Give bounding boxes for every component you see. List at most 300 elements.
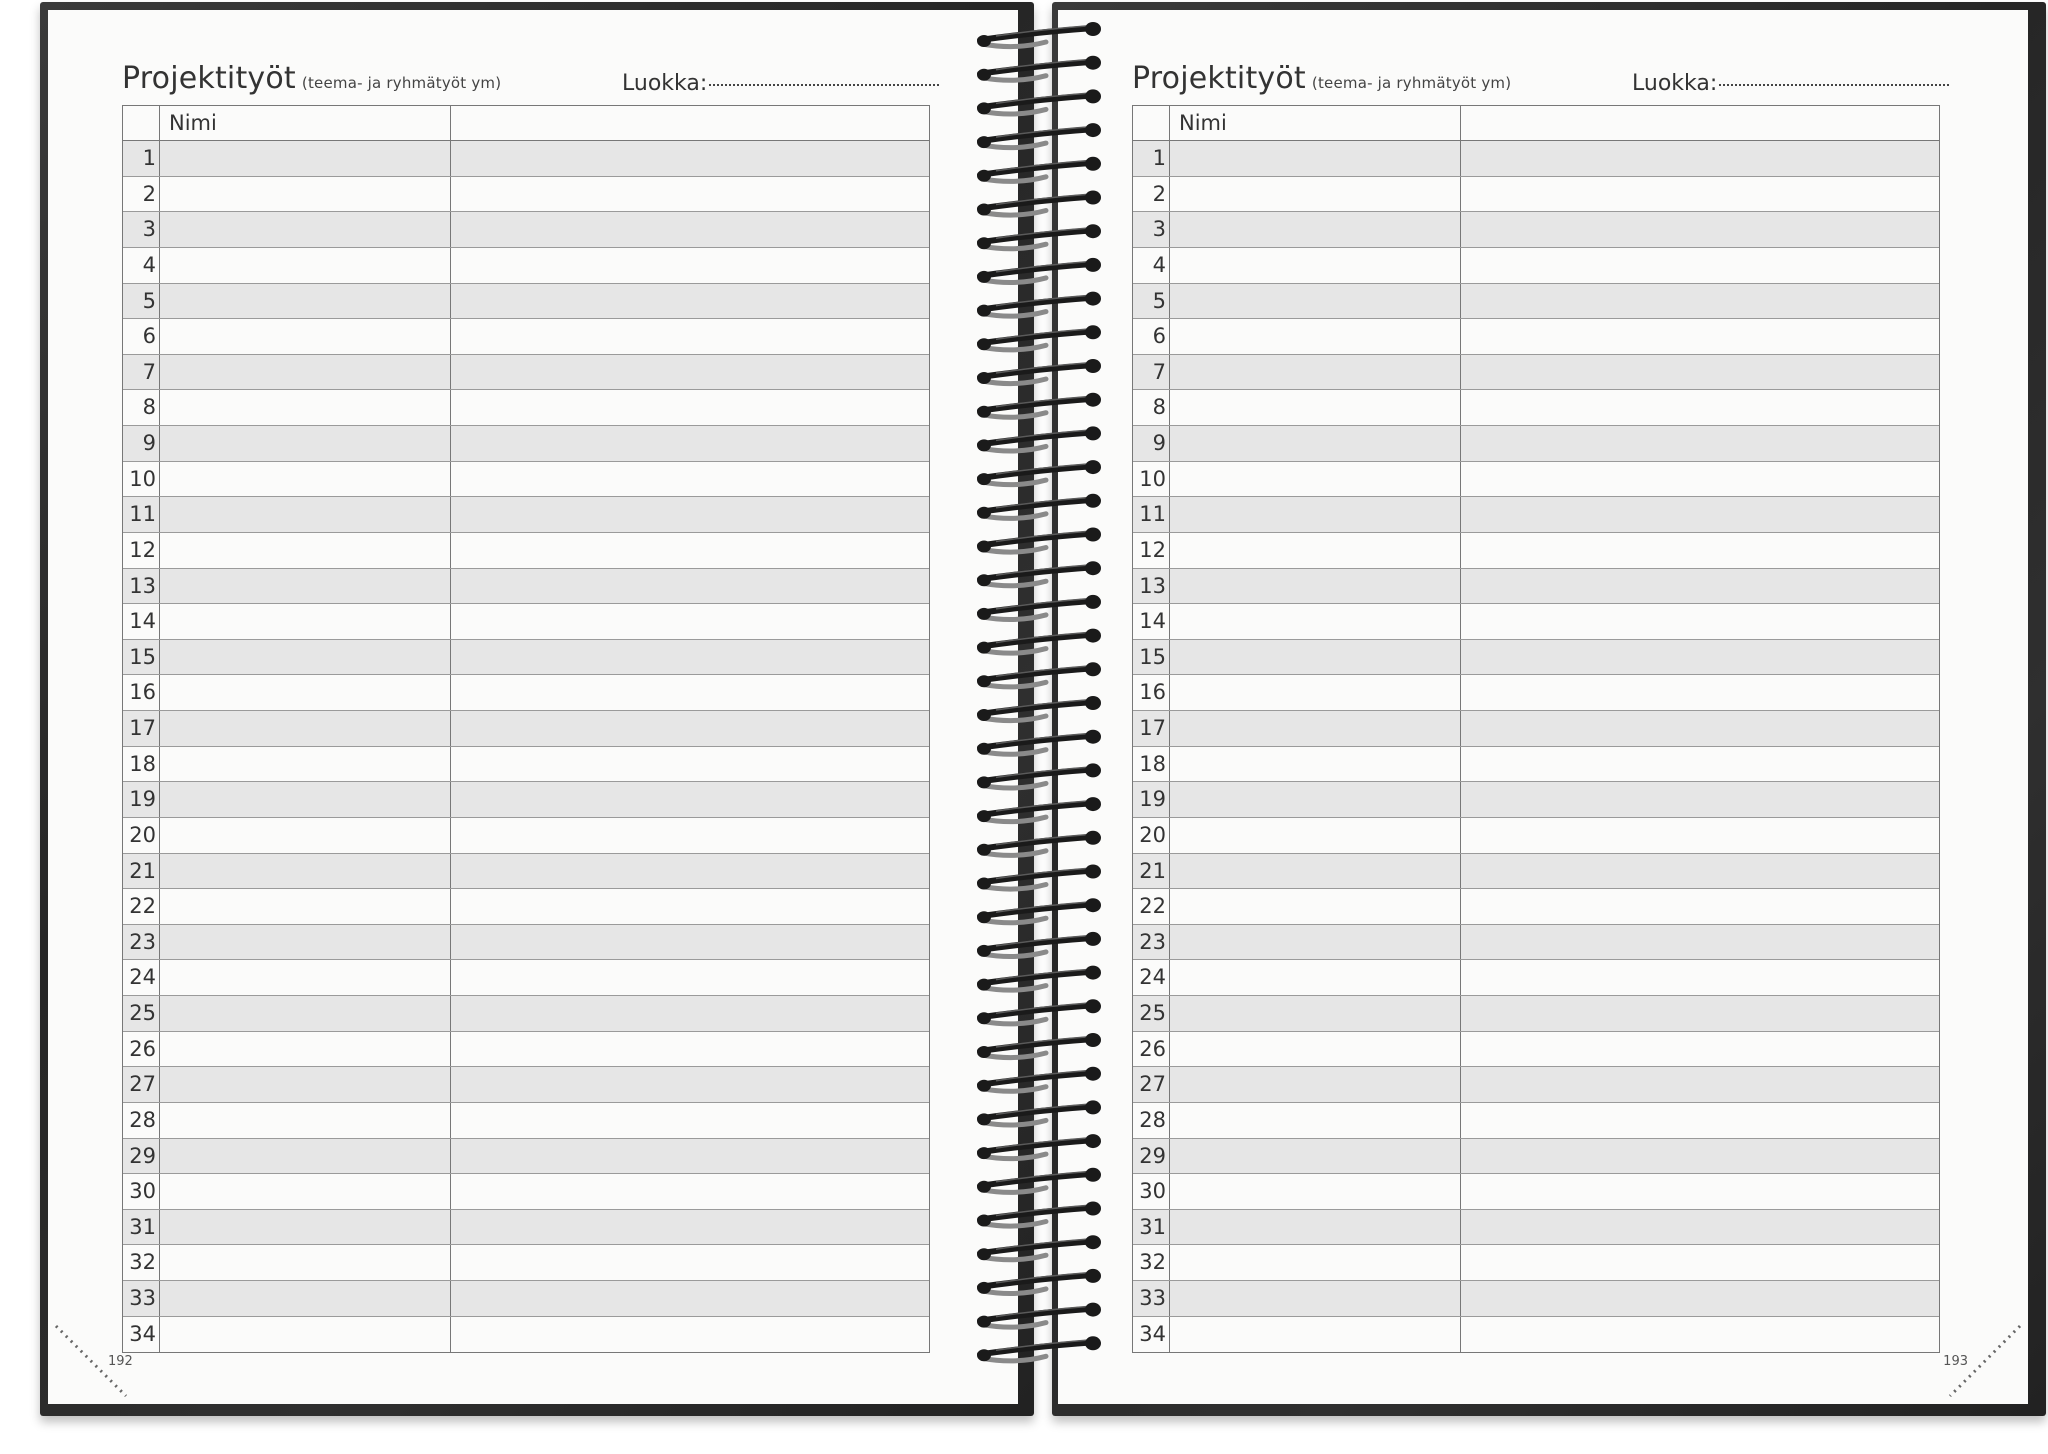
table-row <box>123 319 929 355</box>
extra-cell[interactable] <box>451 1281 929 1316</box>
extra-cell[interactable] <box>451 497 929 532</box>
number-column-header <box>123 106 160 140</box>
name-cell[interactable] <box>1170 212 1461 247</box>
row-number: 25 <box>123 996 160 1031</box>
name-cell[interactable] <box>1170 426 1461 461</box>
row-number: 12 <box>1133 533 1170 568</box>
row-number: 23 <box>1133 925 1170 960</box>
name-cell[interactable] <box>160 1174 451 1209</box>
table-row <box>1133 818 1939 854</box>
extra-cell[interactable] <box>1461 390 1939 425</box>
extra-cell[interactable] <box>451 1210 929 1245</box>
page-header <box>1132 54 1940 102</box>
table-row <box>1133 1067 1939 1103</box>
table-row <box>1133 1032 1939 1068</box>
extra-cell[interactable] <box>1461 141 1939 176</box>
extra-cell[interactable] <box>1461 889 1939 924</box>
row-number: 16 <box>123 675 160 710</box>
table-row <box>1133 533 1939 569</box>
name-cell[interactable] <box>1170 462 1461 497</box>
table-row <box>1133 497 1939 533</box>
row-number: 34 <box>123 1317 160 1353</box>
table-row <box>1133 1281 1939 1317</box>
extra-cell[interactable] <box>451 1139 929 1174</box>
extra-cell[interactable] <box>1461 1317 1939 1353</box>
class-field-dotted-line <box>709 84 939 86</box>
table-row <box>123 675 929 711</box>
table-row <box>123 462 929 498</box>
name-cell[interactable] <box>160 284 451 319</box>
spiral-coil <box>977 1202 1101 1227</box>
left-page <box>48 10 1018 1404</box>
name-cell[interactable] <box>1170 177 1461 212</box>
extra-cell[interactable] <box>451 319 929 354</box>
table-row <box>123 711 929 747</box>
extra-cell[interactable] <box>1461 319 1939 354</box>
spiral-coil <box>977 1033 1101 1058</box>
spiral-coil <box>977 561 1101 586</box>
spiral-coil <box>977 1336 1101 1361</box>
number-column-header <box>1133 106 1170 140</box>
table-row <box>1133 1103 1939 1139</box>
name-cell[interactable] <box>160 319 451 354</box>
table-row <box>123 889 929 925</box>
table-row <box>1133 782 1939 818</box>
table-row <box>1133 462 1939 498</box>
name-cell[interactable] <box>1170 390 1461 425</box>
extra-cell[interactable] <box>451 1032 929 1067</box>
table-row <box>123 248 929 284</box>
extra-cell[interactable] <box>451 854 929 889</box>
spiral-coil <box>977 1303 1101 1328</box>
row-number: 2 <box>1133 177 1170 212</box>
class-field[interactable] <box>1632 71 1949 96</box>
spiral-coil <box>977 258 1101 283</box>
table-row <box>1133 1139 1939 1175</box>
name-cell[interactable] <box>160 889 451 924</box>
extra-cell[interactable] <box>1461 355 1939 390</box>
table-row <box>123 818 929 854</box>
name-cell[interactable] <box>160 533 451 568</box>
extra-cell[interactable] <box>1461 960 1939 995</box>
row-number: 32 <box>123 1245 160 1280</box>
row-number: 7 <box>1133 355 1170 390</box>
name-cell[interactable] <box>160 996 451 1031</box>
name-cell[interactable] <box>160 1317 451 1353</box>
extra-cell[interactable] <box>1461 212 1939 247</box>
table-row <box>1133 640 1939 676</box>
row-number: 27 <box>123 1067 160 1102</box>
spiral-coil <box>977 460 1101 485</box>
name-cell[interactable] <box>1170 889 1461 924</box>
table-row <box>1133 925 1939 961</box>
extra-cell[interactable] <box>451 355 929 390</box>
right-page <box>1058 10 2028 1404</box>
class-field[interactable] <box>622 71 939 96</box>
extra-cell[interactable] <box>451 569 929 604</box>
name-cell[interactable] <box>1170 533 1461 568</box>
spiral-coil <box>977 763 1101 788</box>
spiral-coil <box>977 1100 1101 1125</box>
spiral-coil <box>977 1067 1101 1092</box>
extra-cell[interactable] <box>451 284 929 319</box>
extra-cell[interactable] <box>451 248 929 283</box>
extra-cell[interactable] <box>451 390 929 425</box>
extra-cell[interactable] <box>1461 604 1939 639</box>
spiral-coil <box>977 898 1101 923</box>
title-subtitle: (teema- ja ryhmätyöt ym) <box>1311 74 1512 92</box>
name-cell[interactable] <box>1170 996 1461 1031</box>
name-cell[interactable] <box>1170 497 1461 532</box>
row-number: 5 <box>1133 284 1170 319</box>
row-number: 14 <box>1133 604 1170 639</box>
name-cell[interactable] <box>160 711 451 746</box>
row-number: 31 <box>1133 1210 1170 1245</box>
table-row <box>123 1317 929 1353</box>
spiral-coil <box>977 494 1101 519</box>
extra-cell[interactable] <box>451 675 929 710</box>
table-row <box>1133 426 1939 462</box>
table-row <box>123 604 929 640</box>
table-row <box>1133 1210 1939 1246</box>
name-cell[interactable] <box>160 640 451 675</box>
spiral-coil <box>977 1134 1101 1159</box>
name-cell[interactable] <box>1170 569 1461 604</box>
row-number: 6 <box>123 319 160 354</box>
class-field-label: Luokka: <box>1632 71 1718 96</box>
row-number: 33 <box>1133 1281 1170 1316</box>
row-number: 23 <box>123 925 160 960</box>
extra-cell[interactable] <box>1461 1067 1939 1102</box>
extra-cell[interactable] <box>451 1067 929 1102</box>
table-row <box>1133 960 1939 996</box>
spiral-coil <box>977 831 1101 856</box>
page-header <box>122 54 930 102</box>
name-cell[interactable] <box>1170 355 1461 390</box>
table-row <box>1133 212 1939 248</box>
name-cell[interactable] <box>160 1032 451 1067</box>
row-number: 13 <box>1133 569 1170 604</box>
name-cell[interactable] <box>1170 248 1461 283</box>
table-row <box>123 355 929 391</box>
row-number: 31 <box>123 1210 160 1245</box>
table-row <box>1133 319 1939 355</box>
name-cell[interactable] <box>1170 319 1461 354</box>
perforated-corner-icon <box>52 1316 136 1400</box>
row-number: 20 <box>1133 818 1170 853</box>
extra-cell[interactable] <box>1461 854 1939 889</box>
table-row <box>1133 747 1939 783</box>
extra-cell[interactable] <box>451 640 929 675</box>
row-number: 22 <box>123 889 160 924</box>
name-cell[interactable] <box>1170 1067 1461 1102</box>
extra-column-header <box>451 106 929 140</box>
row-number: 25 <box>1133 996 1170 1031</box>
name-cell[interactable] <box>160 497 451 532</box>
extra-column-header <box>1461 106 1939 140</box>
name-cell[interactable] <box>1170 1245 1461 1280</box>
page-number: 193 <box>1943 1354 1968 1369</box>
row-number: 4 <box>1133 248 1170 283</box>
extra-cell[interactable] <box>1461 497 1939 532</box>
spiral-coil <box>977 157 1101 182</box>
name-cell[interactable] <box>160 426 451 461</box>
name-cell[interactable] <box>1170 1174 1461 1209</box>
name-cell[interactable] <box>160 569 451 604</box>
extra-cell[interactable] <box>451 426 929 461</box>
name-cell[interactable] <box>1170 960 1461 995</box>
row-number: 24 <box>123 960 160 995</box>
row-number: 33 <box>123 1281 160 1316</box>
name-cell[interactable] <box>1170 1139 1461 1174</box>
spiral-coil <box>977 696 1101 721</box>
extra-cell[interactable] <box>451 604 929 639</box>
spiral-coil <box>977 359 1101 384</box>
spiral-binding-icon <box>976 18 1106 1398</box>
name-cell[interactable] <box>1170 711 1461 746</box>
name-cell[interactable] <box>160 854 451 889</box>
table-row <box>123 1032 929 1068</box>
title-text: Projektityöt <box>122 61 296 96</box>
extra-cell[interactable] <box>1461 711 1939 746</box>
name-cell[interactable] <box>160 355 451 390</box>
spiral-coil <box>977 426 1101 451</box>
table-row <box>1133 569 1939 605</box>
row-number: 26 <box>1133 1032 1170 1067</box>
table-header-row <box>123 106 929 141</box>
row-number: 7 <box>123 355 160 390</box>
table-row <box>1133 889 1939 925</box>
table-header-row <box>1133 106 1939 141</box>
row-number: 29 <box>123 1139 160 1174</box>
spiral-coil <box>977 1168 1101 1193</box>
row-number: 15 <box>1133 640 1170 675</box>
row-number: 1 <box>1133 141 1170 176</box>
extra-cell[interactable] <box>451 1317 929 1353</box>
extra-cell[interactable] <box>1461 996 1939 1031</box>
table-row <box>123 426 929 462</box>
table-row <box>123 1281 929 1317</box>
extra-cell[interactable] <box>1461 818 1939 853</box>
spiral-coil <box>977 393 1101 418</box>
name-cell[interactable] <box>160 1139 451 1174</box>
table-row <box>1133 284 1939 320</box>
name-cell[interactable] <box>160 212 451 247</box>
class-field-label: Luokka: <box>622 71 708 96</box>
row-number: 3 <box>1133 212 1170 247</box>
row-number: 14 <box>123 604 160 639</box>
extra-cell[interactable] <box>1461 1174 1939 1209</box>
page-title <box>1132 61 1511 96</box>
extra-cell[interactable] <box>1461 462 1939 497</box>
name-cell[interactable] <box>160 248 451 283</box>
spiral-coil <box>977 595 1101 620</box>
extra-cell[interactable] <box>451 960 929 995</box>
extra-cell[interactable] <box>451 782 929 817</box>
extra-cell[interactable] <box>451 711 929 746</box>
extra-cell[interactable] <box>1461 533 1939 568</box>
row-number: 19 <box>123 782 160 817</box>
table-row <box>123 1139 929 1175</box>
table-row <box>1133 1317 1939 1353</box>
extra-cell[interactable] <box>1461 569 1939 604</box>
table-row <box>123 782 929 818</box>
row-number: 5 <box>123 284 160 319</box>
row-number: 6 <box>1133 319 1170 354</box>
extra-cell[interactable] <box>451 818 929 853</box>
spiral-coil <box>977 629 1101 654</box>
extra-cell[interactable] <box>451 141 929 176</box>
name-cell[interactable] <box>160 782 451 817</box>
name-cell[interactable] <box>160 462 451 497</box>
name-cell[interactable] <box>1170 284 1461 319</box>
extra-cell[interactable] <box>1461 640 1939 675</box>
spiral-coil <box>977 528 1101 553</box>
name-cell[interactable] <box>160 1281 451 1316</box>
name-cell[interactable] <box>160 747 451 782</box>
name-cell[interactable] <box>1170 747 1461 782</box>
row-number: 4 <box>123 248 160 283</box>
name-cell[interactable] <box>160 604 451 639</box>
extra-cell[interactable] <box>451 212 929 247</box>
row-number: 30 <box>123 1174 160 1209</box>
name-cell[interactable] <box>1170 854 1461 889</box>
name-cell[interactable] <box>1170 1210 1461 1245</box>
table-row <box>1133 1174 1939 1210</box>
extra-cell[interactable] <box>451 747 929 782</box>
table-row <box>1133 604 1939 640</box>
table-row <box>123 497 929 533</box>
name-cell[interactable] <box>160 1067 451 1102</box>
table-row <box>1133 141 1939 177</box>
spiral-coil <box>977 865 1101 890</box>
page-number: 192 <box>108 1354 133 1369</box>
extra-cell[interactable] <box>1461 1281 1939 1316</box>
name-cell[interactable] <box>1170 141 1461 176</box>
class-field-dotted-line <box>1719 84 1949 86</box>
table-row <box>123 569 929 605</box>
spiral-coil <box>977 89 1101 114</box>
row-number: 21 <box>123 854 160 889</box>
name-cell[interactable] <box>160 818 451 853</box>
name-cell[interactable] <box>1170 640 1461 675</box>
name-cell[interactable] <box>1170 782 1461 817</box>
extra-cell[interactable] <box>1461 426 1939 461</box>
row-number: 1 <box>123 141 160 176</box>
table-row <box>123 212 929 248</box>
name-cell[interactable] <box>160 390 451 425</box>
extra-cell[interactable] <box>451 1245 929 1280</box>
extra-cell[interactable] <box>1461 177 1939 212</box>
table-row <box>1133 675 1939 711</box>
spiral-coil <box>977 22 1101 47</box>
table-row <box>1133 854 1939 890</box>
extra-cell[interactable] <box>1461 1139 1939 1174</box>
extra-cell[interactable] <box>1461 248 1939 283</box>
spiral-coil <box>977 56 1101 81</box>
row-number: 8 <box>123 390 160 425</box>
table-row <box>1133 355 1939 391</box>
extra-cell[interactable] <box>451 462 929 497</box>
table-row <box>1133 177 1939 213</box>
row-number: 3 <box>123 212 160 247</box>
spiral-coil <box>977 191 1101 216</box>
spiral-coil <box>977 123 1101 148</box>
name-cell[interactable] <box>160 141 451 176</box>
extra-cell[interactable] <box>1461 1245 1939 1280</box>
name-cell[interactable] <box>160 925 451 960</box>
extra-cell[interactable] <box>1461 925 1939 960</box>
name-cell[interactable] <box>160 1245 451 1280</box>
title-subtitle: (teema- ja ryhmätyöt ym) <box>301 74 502 92</box>
row-number: 26 <box>123 1032 160 1067</box>
extra-cell[interactable] <box>451 996 929 1031</box>
extra-cell[interactable] <box>1461 1032 1939 1067</box>
extra-cell[interactable] <box>1461 675 1939 710</box>
extra-cell[interactable] <box>451 1174 929 1209</box>
table-row <box>123 177 929 213</box>
spiral-coil <box>977 797 1101 822</box>
extra-cell[interactable] <box>1461 747 1939 782</box>
table-row <box>123 1174 929 1210</box>
row-number: 19 <box>1133 782 1170 817</box>
name-cell[interactable] <box>1170 925 1461 960</box>
table-row <box>123 1103 929 1139</box>
row-number: 18 <box>123 747 160 782</box>
name-cell[interactable] <box>160 960 451 995</box>
row-number: 32 <box>1133 1245 1170 1280</box>
name-cell[interactable] <box>1170 818 1461 853</box>
name-cell[interactable] <box>1170 1032 1461 1067</box>
row-number: 10 <box>1133 462 1170 497</box>
extra-cell[interactable] <box>1461 284 1939 319</box>
extra-cell[interactable] <box>451 1103 929 1138</box>
row-number: 24 <box>1133 960 1170 995</box>
name-cell[interactable] <box>1170 675 1461 710</box>
name-cell[interactable] <box>160 1210 451 1245</box>
table-row <box>123 1210 929 1246</box>
row-number: 11 <box>1133 497 1170 532</box>
extra-cell[interactable] <box>1461 1103 1939 1138</box>
student-table <box>1132 105 1940 1353</box>
row-number: 9 <box>123 426 160 461</box>
row-number: 11 <box>123 497 160 532</box>
name-cell[interactable] <box>160 675 451 710</box>
spiral-coil <box>977 1235 1101 1260</box>
name-cell[interactable] <box>1170 1103 1461 1138</box>
name-cell[interactable] <box>160 1103 451 1138</box>
extra-cell[interactable] <box>451 533 929 568</box>
table-row <box>123 533 929 569</box>
extra-cell[interactable] <box>451 177 929 212</box>
student-table <box>122 105 930 1353</box>
table-row <box>1133 1245 1939 1281</box>
name-cell[interactable] <box>1170 1281 1461 1316</box>
extra-cell[interactable] <box>1461 782 1939 817</box>
name-cell[interactable] <box>160 177 451 212</box>
name-cell[interactable] <box>1170 604 1461 639</box>
spiral-coil <box>977 730 1101 755</box>
extra-cell[interactable] <box>451 889 929 924</box>
table-row <box>123 996 929 1032</box>
extra-cell[interactable] <box>451 925 929 960</box>
row-number: 17 <box>123 711 160 746</box>
extra-cell[interactable] <box>1461 1210 1939 1245</box>
spiral-coil <box>977 662 1101 687</box>
row-number: 20 <box>123 818 160 853</box>
name-cell[interactable] <box>1170 1317 1461 1353</box>
name-column-header: Nimi <box>1170 106 1461 140</box>
